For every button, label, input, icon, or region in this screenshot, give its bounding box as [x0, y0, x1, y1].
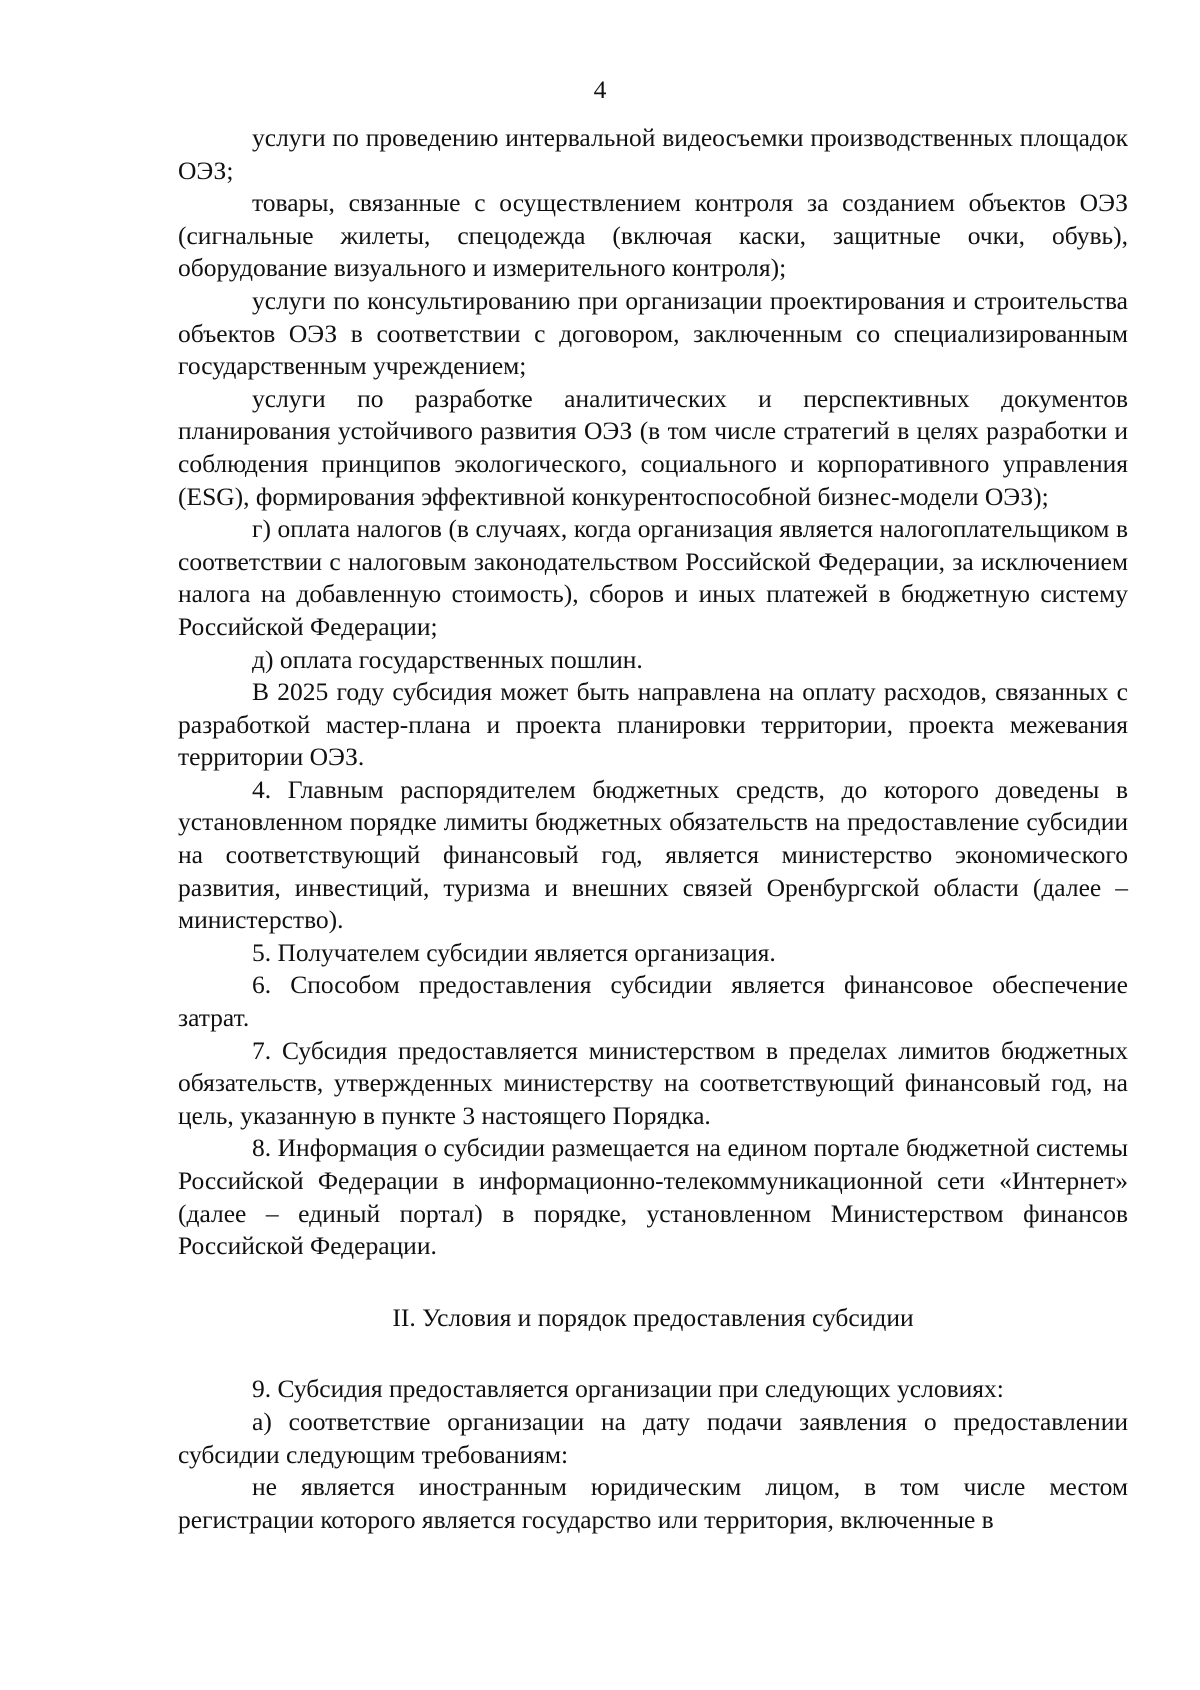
- section-heading: II. Условия и порядок предоставления субсидии: [392, 1302, 914, 1332]
- paragraph: не является иностранным юридическим лицом, в том числе местом регистрации которого является государство или территория, включенные в: [178, 1472, 1128, 1534]
- paragraph: В 2025 году субсидия может быть направлена на оплату расходов, связанных с разработкой мастер-плана и проекта планировки территории, проекта межевания территории ОЭЗ.: [178, 677, 1128, 772]
- paragraph: услуги по разработке аналитических и перспективных документов планирования устойчивого развития ОЭЗ (в том числе стратегий в целях разработки и соблюдения принципов экологического, социального и корпоративного управления (ESG), формирования эффективной конкурентоспособной бизнес-модели ОЭЗ);: [178, 383, 1128, 511]
- paragraph: услуги по консультированию при организации проектирования и строительства объектов ОЭЗ в соответствии с договором, заключенным со специализированным государственным учреждением;: [178, 285, 1128, 381]
- paragraph: а) соответствие организации на дату подачи заявления о предоставлении субсидии следующим требованиям:: [178, 1406, 1128, 1469]
- paragraph: 6. Способом предоставления субсидии является финансовое обеспечение затрат.: [178, 970, 1128, 1033]
- paragraph: услуги по проведению интервальной видеосъемки производственных площадок ОЭЗ;: [178, 123, 1128, 185]
- paragraph: товары, связанные с осуществлением контроля за созданием объектов ОЭЗ (сигнальные жилеты, спецодежда (включая каски, защитные очки, обувь), оборудование визуального и измерительного контроля);: [178, 188, 1128, 283]
- paragraph: г) оплата налогов (в случаях, когда организация является налогоплательщиком в соответствии с налоговым законодательством Российской Федерации, за исключением налога на добавленную стоимость), сборов и иных платежей в бюджетную систему Российской Федерации;: [178, 514, 1128, 641]
- paragraph: 4. Главным распорядителем бюджетных средств, до которого доведены в установленном порядке лимиты бюджетных обязательств на предоставление субсидии на соответствующий финансовый год, является министерство экономического развития, инвестиций, туризма и внешних связей Оренбургской области (далее – министерство).: [178, 774, 1128, 935]
- page-number: 4: [593, 75, 607, 104]
- paragraph: 8. Информация о субсидии размещается на едином портале бюджетной системы Российской Федерации в информационно-телекоммуникационной сети «Интернет» (далее – единый портал) в порядке, установленном Министерством финансов Российской Федерации.: [178, 1133, 1128, 1261]
- paragraph: д) оплата государственных пошлин.: [252, 644, 643, 674]
- document-body: [178, 122, 1128, 1536]
- paragraph: 5. Получателем субсидии является организация.: [252, 937, 776, 967]
- paragraph: 9. Субсидия предоставляется организации при следующих условиях:: [252, 1374, 1004, 1404]
- paragraph: 7. Субсидия предоставляется министерством в пределах лимитов бюджетных обязательств, утвержденных министерству на соответствующий финансовый год, на цель, указанную в пункте 3 настоящего Порядка.: [178, 1035, 1128, 1130]
